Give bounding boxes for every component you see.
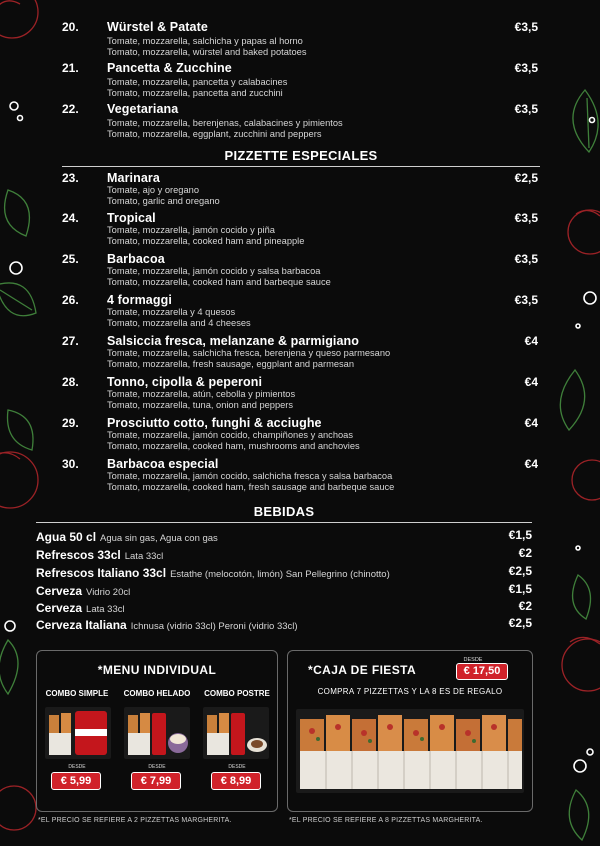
drink-price: €1,5 — [508, 528, 532, 542]
item-desc-en: Tomato, mozzarella, cooked ham and barbeque sauce — [107, 277, 331, 287]
item-desc-es: Tomate, mozzarella y 4 quesos — [107, 307, 236, 317]
drink-name: Cerveza — [36, 601, 83, 615]
desde-label: DESDE — [68, 764, 86, 770]
item-desc-en: Tomato, garlic and oregano — [107, 196, 220, 206]
item-name: Salsiccia fresca, melanzane & parmigiano — [107, 334, 360, 348]
leaf-doodle-icon — [573, 575, 591, 619]
tomato-doodle-icon — [0, 452, 38, 508]
item-desc-es: Tomate, mozzarella, pancetta y calabacines — [107, 77, 288, 87]
item-desc-es: Tomate, mozzarella, jamón cocido, champiñones y anchoas — [107, 430, 353, 440]
drink-row — [36, 616, 532, 632]
item-price: €2,5 — [514, 171, 538, 185]
drink-name: Refrescos 33cl — [36, 548, 121, 562]
drink-row — [36, 582, 532, 598]
drink-desc: Lata 33cl — [124, 551, 164, 562]
tomato-doodle-icon — [568, 210, 600, 254]
drink-name: Agua 50 cl — [36, 530, 97, 544]
combo-title: COMBO POSTRE — [204, 689, 270, 698]
item-number: 22. — [62, 102, 79, 116]
tomato-doodle-icon — [0, 0, 38, 38]
leaf-doodle-icon — [5, 190, 30, 236]
item-number: 29. — [62, 416, 79, 430]
drink-name: Cerveza Italiana — [36, 618, 127, 632]
caja-price-tag: € 17,50 — [456, 663, 508, 680]
leaf-doodle-icon — [0, 283, 36, 316]
tomato-doodle-icon — [0, 786, 36, 830]
desde-label: DESDE — [463, 657, 483, 663]
caja-fiesta-footnote: *EL PRECIO SE REFIERE A 8 PIZZETTAS MARGHERITA. — [289, 817, 483, 824]
leaf-doodle-icon — [8, 410, 34, 450]
item-desc-en: Tomato, mozzarella, tuna, onion and peppers — [107, 400, 294, 410]
drink-row — [36, 564, 532, 580]
item-name: Tonno, cipolla & peperoni — [107, 375, 263, 389]
desde-label: DESDE — [228, 764, 246, 770]
item-desc-es: Tomate, mozzarella, berenjenas, calabacines y pimientos — [107, 118, 343, 128]
combo-helado-photo — [124, 707, 190, 759]
section-divider — [36, 522, 532, 523]
item-number: 25. — [62, 252, 79, 266]
item-desc-es: Tomate, mozzarella, salchicha fresca, berenjena y queso parmesano — [107, 348, 391, 358]
drink-price: €2,5 — [508, 564, 532, 578]
tomato-doodle-icon — [572, 460, 600, 500]
drink-name: Refrescos Italiano 33cl — [36, 566, 167, 580]
drink-price: €2 — [518, 546, 532, 560]
item-name: Vegetariana — [107, 102, 179, 116]
item-name: Marinara — [107, 171, 160, 185]
combo-price-tag: € 5,99 — [51, 772, 101, 790]
leaf-doodle-icon — [0, 640, 18, 694]
item-price: €3,5 — [514, 211, 538, 225]
item-number: 28. — [62, 375, 79, 389]
combo-title: COMBO SIMPLE — [45, 689, 109, 698]
menu-individual-title: *MENU INDIVIDUAL — [97, 663, 217, 677]
item-price: €3,5 — [514, 293, 538, 307]
drink-desc: Lata 33cl — [86, 604, 125, 615]
item-desc-es: Tomate, mozzarella, jamón cocido y piña — [107, 225, 275, 235]
combo-postre-photo — [203, 707, 269, 759]
item-number: 23. — [62, 171, 79, 185]
drink-desc: Vidrio 20cl — [86, 587, 131, 598]
item-number: 20. — [62, 20, 79, 34]
menu-individual-footnote: *EL PRECIO SE REFIERE A 2 PIZZETTAS MARGHERITA. — [38, 817, 232, 824]
caja-fiesta-box — [287, 650, 533, 812]
desde-label: DESDE — [148, 764, 166, 770]
drink-name: Cerveza — [36, 584, 83, 598]
drink-price: €2 — [518, 599, 532, 613]
tomato-doodle-icon — [562, 637, 600, 691]
caja-fiesta-title: *CAJA DE FIESTA — [308, 663, 417, 677]
leaf-doodle-icon — [573, 90, 598, 152]
item-price: €4 — [524, 375, 538, 389]
item-desc-es: Tomate, ajo y oregano — [107, 185, 199, 195]
leaf-doodle-icon — [560, 370, 584, 430]
item-price: €4 — [524, 416, 538, 430]
drink-desc: Ichnusa (vidrio 33cl) Peroni (vidrio 33cl) — [130, 621, 298, 632]
item-price: €4 — [524, 334, 538, 348]
item-desc-en: Tomato, mozzarella and 4 cheeses — [107, 318, 251, 328]
item-number: 27. — [62, 334, 79, 348]
item-name: Barbacoa — [107, 252, 165, 266]
item-price: €3,5 — [514, 20, 538, 34]
item-desc-en: Tomato, mozzarella, würstel and baked potatoes — [107, 47, 307, 57]
drink-row — [36, 599, 532, 615]
item-number: 24. — [62, 211, 79, 225]
drink-desc: Estathe (melocotón, limón) San Pellegrino (chinotto) — [170, 569, 390, 580]
section-title-especiales: PIZZETTE ESPECIALES — [224, 148, 378, 163]
item-desc-en: Tomato, mozzarella, cooked ham, mushrooms and anchovies — [107, 441, 360, 451]
combo-price-tag: € 7,99 — [131, 772, 181, 790]
caja-fiesta-photo — [296, 709, 524, 793]
menu-individual-box — [36, 650, 278, 812]
combo-price-tag: € 8,99 — [211, 772, 261, 790]
item-desc-es: Tomate, mozzarella, salchicha y papas al horno — [107, 36, 303, 46]
combo-title: COMBO HELADO — [123, 689, 191, 698]
item-desc-en: Tomato, mozzarella, pancetta and zucchini — [107, 88, 283, 98]
item-number: 30. — [62, 457, 79, 471]
item-desc-en: Tomato, mozzarella, eggplant, zucchini and peppers — [107, 129, 322, 139]
item-name: Prosciutto cotto, funghi & acciughe — [107, 416, 322, 430]
item-name: Würstel & Patate — [107, 20, 208, 34]
item-desc-es: Tomate, mozzarella, jamón cocido, salchicha fresca y salsa barbacoa — [107, 471, 393, 481]
section-title-bebidas: BEBIDAS — [253, 504, 315, 519]
item-number: 26. — [62, 293, 79, 307]
item-price: €3,5 — [514, 252, 538, 266]
section-divider — [62, 166, 540, 167]
item-desc-en: Tomato, mozzarella, cooked ham and pineapple — [107, 236, 305, 246]
item-desc-en: Tomato, mozzarella, cooked ham, fresh sausage and barbeque sauce — [107, 482, 395, 492]
item-desc-en: Tomato, mozzarella, fresh sausage, eggplant and parmesan — [107, 359, 355, 369]
item-number: 21. — [62, 61, 79, 75]
item-desc-es: Tomate, mozzarella, atún, cebolla y pimientos — [107, 389, 296, 399]
item-desc-es: Tomate, mozzarella, jamón cocido y salsa barbacoa — [107, 266, 321, 276]
drink-row — [36, 546, 532, 562]
drink-price: €2,5 — [508, 616, 532, 630]
caja-fiesta-subtitle: COMPRA 7 PIZZETTAS Y LA 8 ES DE REGALO — [317, 687, 503, 696]
item-price: €3,5 — [514, 61, 538, 75]
drink-row — [36, 528, 532, 544]
leaf-doodle-icon — [569, 790, 588, 840]
drink-price: €1,5 — [508, 582, 532, 596]
item-price: €4 — [524, 457, 538, 471]
combo-simple-photo — [45, 707, 111, 759]
item-price: €3,5 — [514, 102, 538, 116]
item-name: Pancetta & Zucchine — [107, 61, 232, 75]
item-name: Tropical — [107, 211, 156, 225]
drink-desc: Agua sin gas, Agua con gas — [100, 533, 218, 544]
item-name: 4 formaggi — [107, 293, 172, 307]
item-name: Barbacoa especial — [107, 457, 219, 471]
